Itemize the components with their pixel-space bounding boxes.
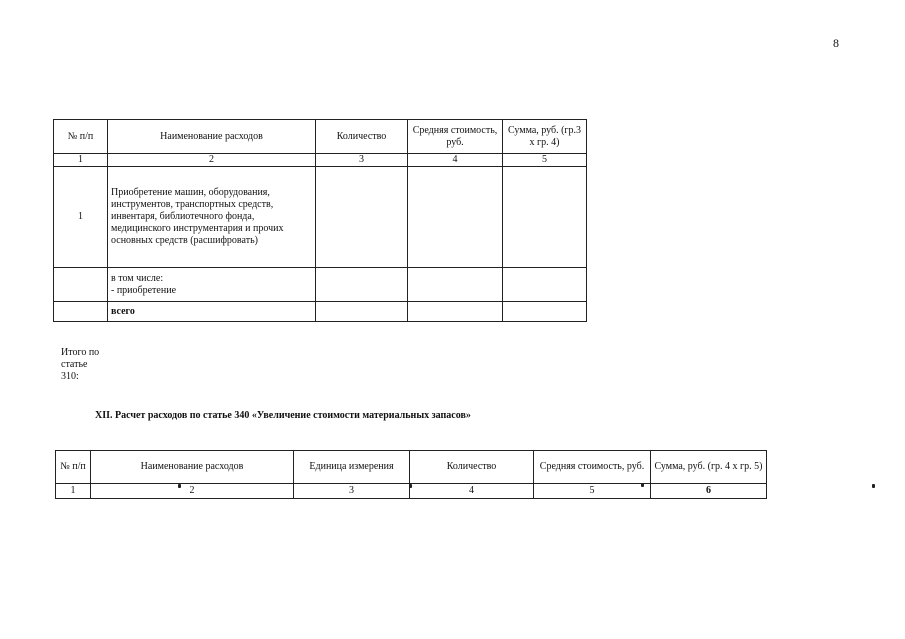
section-title: XII. Расчет расходов по статье 340 «Увеличение стоимости материальных запасов» <box>95 410 471 421</box>
table-row <box>54 167 587 268</box>
table-row <box>54 268 587 302</box>
header-cell: № п/п <box>54 120 108 154</box>
column-number-cell: 3 <box>294 484 410 499</box>
header-cell: № п/п <box>56 451 91 484</box>
empty-cell <box>316 302 408 322</box>
empty-cell <box>54 268 108 302</box>
column-number-cell: 2 <box>91 484 294 499</box>
header-cell: Наименование расходов <box>108 120 316 154</box>
empty-cell <box>408 167 503 268</box>
expense-name-cell: Приобретение машин, оборудования, инструментов, транспортных средств, инвентаря, библиотечного фонда, медицинского инструментария и прочих основных средств (расшифровать) <box>108 167 316 268</box>
empty-cell <box>316 268 408 302</box>
column-number-cell: 2 <box>108 154 316 167</box>
scan-speck <box>872 484 875 488</box>
page-number: 8 <box>833 36 839 50</box>
column-number-cell: 1 <box>54 154 108 167</box>
row-number-cell: 1 <box>54 167 108 268</box>
header-cell: Сумма, руб. (гр.3 х гр. 4) <box>503 120 587 154</box>
header-cell: Количество <box>410 451 534 484</box>
header-cell: Сумма, руб. (гр. 4 х гр. 5) <box>651 451 767 484</box>
column-number-cell: 5 <box>503 154 587 167</box>
empty-cell <box>408 302 503 322</box>
empty-cell <box>503 302 587 322</box>
column-number-cell: 5 <box>534 484 651 499</box>
empty-cell <box>503 268 587 302</box>
expenses-table-310 <box>53 119 587 322</box>
empty-cell <box>503 167 587 268</box>
header-cell: Количество <box>316 120 408 154</box>
header-cell: Наименование расходов <box>91 451 294 484</box>
header-cell: Единица измерения <box>294 451 410 484</box>
empty-cell <box>408 268 503 302</box>
scan-speck <box>641 483 644 487</box>
table-header-row <box>56 451 767 484</box>
column-number-cell: 4 <box>410 484 534 499</box>
column-number-cell: 1 <box>56 484 91 499</box>
column-number-cell: 4 <box>408 154 503 167</box>
scan-speck <box>409 484 412 488</box>
empty-cell <box>316 167 408 268</box>
header-cell: Средняя стоимость, руб. <box>408 120 503 154</box>
column-number-row <box>54 154 587 167</box>
expense-name-cell: в том числе: - приобретение <box>108 268 316 302</box>
scan-speck <box>178 484 181 488</box>
empty-cell <box>54 302 108 322</box>
table-row <box>54 302 587 322</box>
header-cell: Средняя стоимость, руб. <box>534 451 651 484</box>
expenses-table-340 <box>55 450 767 499</box>
table-header-row <box>54 120 587 154</box>
column-number-cell: 6 <box>651 484 767 499</box>
total-label-cell: всего <box>108 302 316 322</box>
column-number-cell: 3 <box>316 154 408 167</box>
totals-label: Итого по статье 310: <box>61 347 100 382</box>
